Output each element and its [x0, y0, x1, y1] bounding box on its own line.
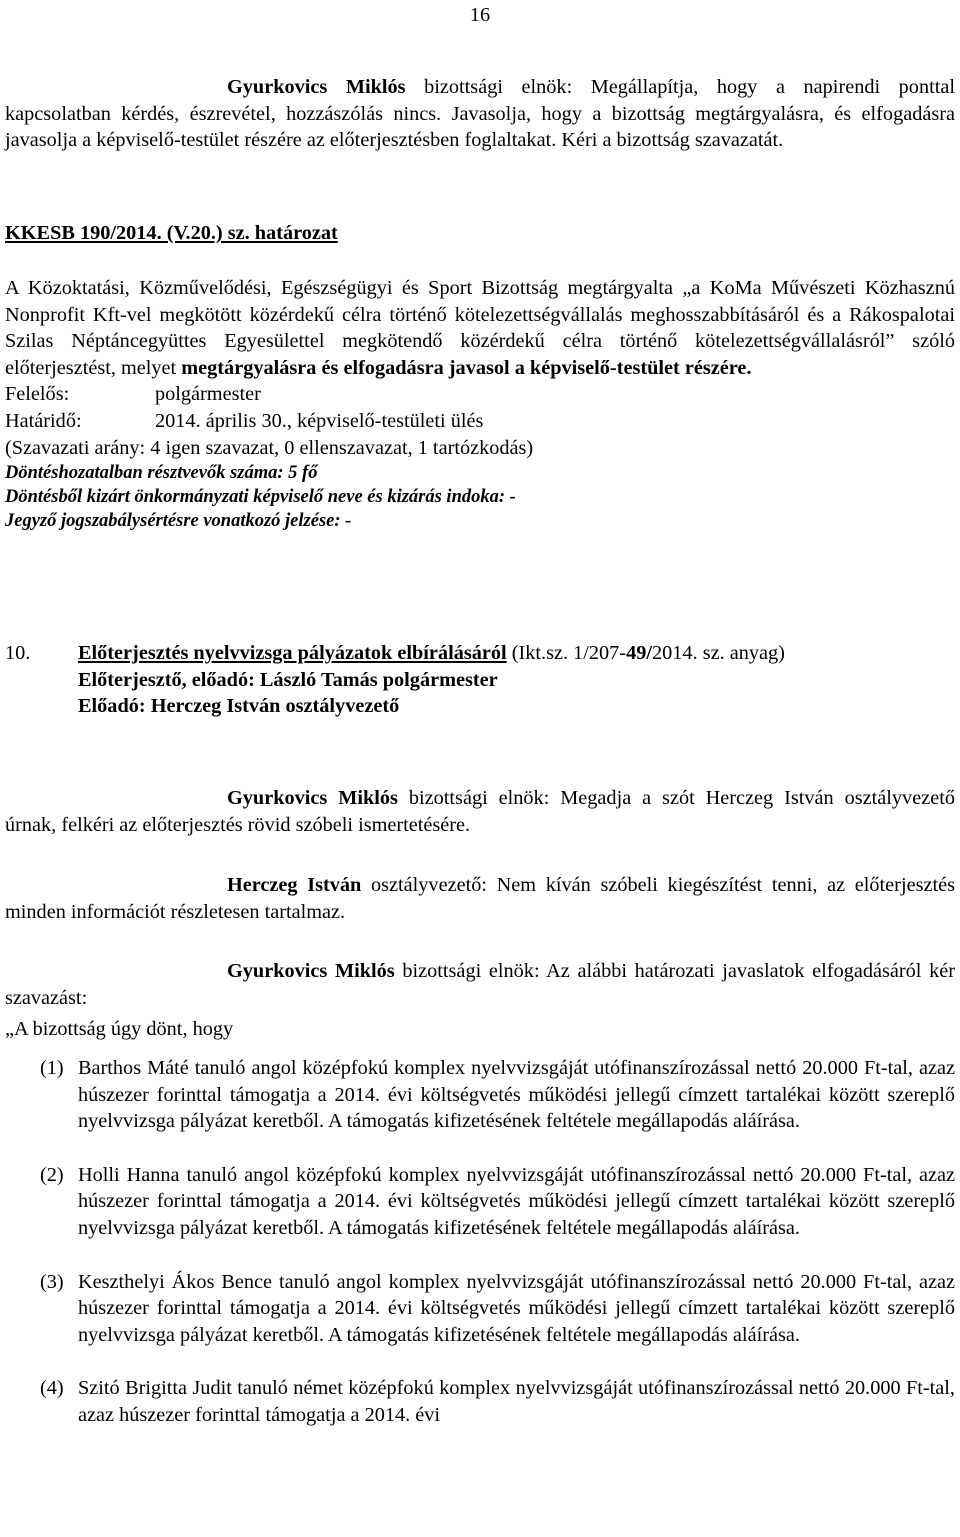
- chair-statement-1: [5, 74, 955, 154]
- presenter-2: Előadó: Herczeg István osztályvezető: [78, 695, 400, 718]
- excluded-member: Döntésből kizárt önkormányzati képviselő neve és kizárás indoka: -: [5, 487, 516, 508]
- presenter-1: Előterjesztő, előadó: László Tamás polgármester: [78, 668, 498, 691]
- statement-text: osztályvezető: Nem kíván szóbeli kiegészítést tenni, az előterjesztés minden információt részletesen tartalmaz.: [5, 874, 955, 923]
- deadline-label: Határidő:: [5, 409, 82, 432]
- statement-text: bizottsági elnök: Megadja a szót Herczeg István osztályvezető úrnak, felkéri az előterjesztés rövid szóbeli ismertetésére.: [5, 787, 955, 836]
- notary-note: Jegyző jogszabálysértésre vonatkozó jelzése: -: [5, 511, 352, 532]
- resolution-block: [5, 275, 955, 533]
- resolution-body-bold: megtárgyalásra és elfogadásra javasol a képviselő-testület részére.: [181, 356, 752, 379]
- decision-item-number: (4): [40, 1377, 64, 1400]
- agenda-ref: (Ikt.sz. 1/207-: [506, 642, 627, 664]
- agenda-ref-end: 2014. sz. anyag): [652, 642, 785, 664]
- decision-item: [5, 1269, 955, 1349]
- decision-item-text: Keszthelyi Ákos Bence tanuló angol komplex nyelvvizsgáját utófinanszírozással nettó 20.000 Ft-tal, azaz húszezer forinttal támogatja a 2014. évi költségvetés működési jellegű címzett tartalékai között szereplő nyelvvizsga pályázat keretből. A támogatás kifizetésének feltétele megállapodás aláírása.: [78, 1270, 955, 1346]
- resolution-title: KKESB 190/2014. (V.20.) sz. határozat: [5, 222, 338, 244]
- page-number: 16: [469, 4, 491, 26]
- decision-item-text: Holli Hanna tanuló angol középfokú komplex nyelvvizsgáját utófinanszírozással nettó 20.000 Ft-tal, azaz húszezer forinttal támogatja a 2014. évi költségvetés működési jellegű címzett tartalékai között szereplő nyelvvizsga pályázat keretből. A támogatás kifizetésének feltétele megállapodás aláírása.: [78, 1163, 955, 1239]
- decision-item-text: Barthos Máté tanuló angol középfokú komplex nyelvvizsgáját utófinanszírozással nettó 20.000 Ft-tal, azaz húszezer forinttal támogatja a 2014. évi költségvetés működési jellegű címzett tartalékai között szereplő nyelvvizsga pályázat keretből. A támogatás kifizetésének feltétele megállapodás aláírása.: [78, 1057, 955, 1133]
- resolution-body-text: A Közoktatási, Közművelődési, Egészségügyi és Sport Bizottság megtárgyalta „a KoMa Művészeti Közhasznú Nonprofit Kft-vel megkötött közérdekű célra történő kötelezettségvállalás meghosszabbításáról és a Rákospalotai Szilas Néptáncegyüttes Egyesülettel megkötendő közérdekű célra történő kötelezettségvállalásról” szóló előterjesztést, melyet: [5, 277, 955, 379]
- speaker-name: Herczeg István: [227, 874, 362, 896]
- speaker-name: Gyurkovics Miklós: [227, 76, 406, 98]
- decision-item-number: (3): [40, 1270, 64, 1293]
- participants-count: Döntéshozatalban résztvevők száma: 5 fő: [5, 463, 318, 484]
- deadline-value: 2014. április 30., képviselő-testületi ülés: [155, 409, 484, 432]
- decision-item: [5, 1055, 955, 1135]
- decision-item: [5, 1162, 955, 1242]
- decision-intro: „A bizottság úgy dönt, hogy: [5, 1018, 234, 1040]
- presenter-statement: [5, 872, 955, 925]
- chair-statement-3: [5, 958, 955, 1011]
- resolution-body: [5, 275, 955, 381]
- decision-item: [5, 1375, 955, 1428]
- decision-item-number: (1): [40, 1057, 64, 1079]
- agenda-title: Előterjesztés nyelvvizsga pályázatok elbírálásáról: [78, 642, 507, 664]
- deadline-row: [5, 408, 955, 435]
- responsible-label: Felelős:: [5, 383, 70, 406]
- statement-text: bizottsági elnök: Az alábbi határozati javaslatok elfogadásáról kér szavazást:: [5, 960, 955, 1009]
- responsible-row: [5, 381, 955, 408]
- decision-items: [5, 1055, 955, 1429]
- responsible-value: polgármester: [155, 383, 261, 406]
- agenda-ref-bold: 49/: [626, 642, 652, 664]
- decision-item-number: (2): [40, 1163, 64, 1186]
- agenda-item-10: [5, 640, 955, 720]
- decision-item-text: Szitó Brigitta Judit tanuló német középfokú komplex nyelvvizsgáját utófinanszírozással nettó 20.000 Ft-tal, azaz húszezer forinttal támogatja a 2014. évi: [78, 1377, 955, 1426]
- chair-statement-2: [5, 785, 955, 838]
- statement-text: bizottsági elnök: Megállapítja, hogy a napirendi ponttal kapcsolatban kérdés, észrevétel, hozzászólás nincs. Javasolja, hogy a bizottság megtárgyalásra, és elfogadásra javasolja a képviselő-testület részére az előterjesztésben foglaltakat. Kéri a bizottság szavazatát.: [5, 76, 955, 152]
- speaker-name: Gyurkovics Miklós: [227, 787, 398, 809]
- agenda-title-line: [78, 640, 955, 667]
- agenda-number: 10.: [5, 642, 31, 664]
- vote-ratio: (Szavazati arány: 4 igen szavazat, 0 ellenszavazat, 1 tartózkodás): [5, 436, 534, 459]
- speaker-name: Gyurkovics Miklós: [227, 960, 395, 982]
